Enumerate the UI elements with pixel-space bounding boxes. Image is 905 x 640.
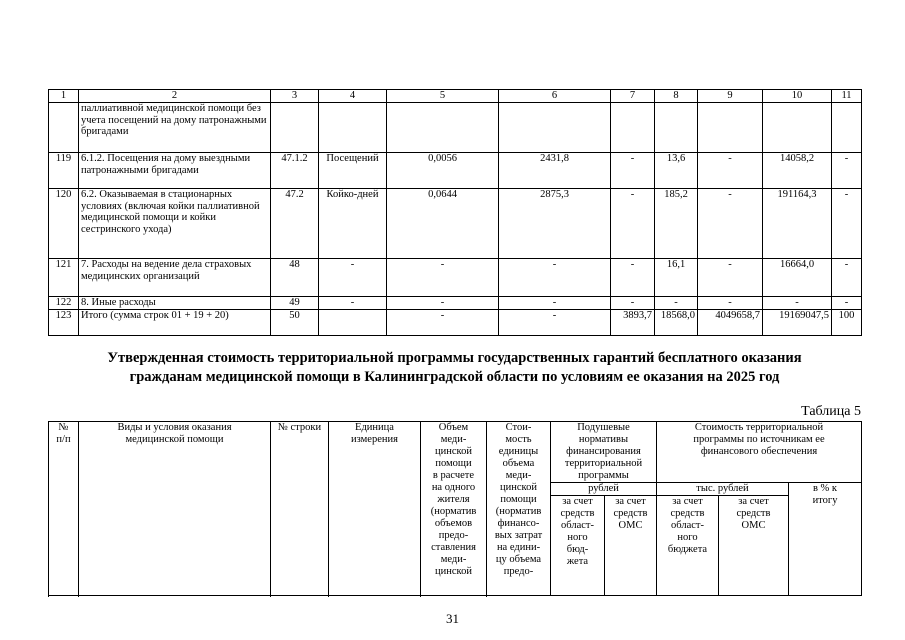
row-line-number: 47.1.2 bbox=[271, 153, 319, 189]
row-norm-budget: 3893,7 bbox=[611, 310, 655, 336]
header-num: № п/п bbox=[49, 422, 79, 596]
header-line: № строки bbox=[271, 422, 329, 596]
row-percent: 100 bbox=[832, 310, 862, 336]
table-row bbox=[49, 153, 862, 189]
column-number: 1 bbox=[49, 90, 79, 103]
row-total-budget bbox=[698, 103, 763, 153]
column-number-row bbox=[49, 90, 862, 103]
row-name: паллиативной медицинской помощи без учета посещений на дому патронажными бригадами bbox=[79, 103, 271, 153]
stoimost-table-continuation bbox=[48, 89, 862, 336]
row-total-budget: - bbox=[698, 153, 763, 189]
row-norm-budget: - bbox=[611, 153, 655, 189]
section-heading-line: гражданам медицинской помощи в Калининградской области по условиям ее оказания на 2025 год bbox=[129, 369, 780, 385]
table-5-header bbox=[48, 421, 862, 596]
row-volume: - bbox=[387, 310, 499, 336]
row-percent: - bbox=[832, 259, 862, 297]
column-number: 6 bbox=[499, 90, 611, 103]
header-total-oms: за счет средств ОМС bbox=[719, 496, 789, 596]
header-volume: Объем меди- цинской помощи в расчете на одного жителя (норматив объемов предо- ставления меди- цинской bbox=[421, 422, 487, 596]
column-number: 2 bbox=[79, 90, 271, 103]
table-row bbox=[49, 259, 862, 297]
row-volume bbox=[387, 103, 499, 153]
row-volume: - bbox=[387, 259, 499, 297]
row-total-oms: - bbox=[763, 297, 832, 310]
column-number: 9 bbox=[698, 90, 763, 103]
header-total-percent: в % к итогу bbox=[789, 483, 862, 596]
section-heading bbox=[48, 349, 861, 387]
row-percent: - bbox=[832, 189, 862, 259]
table-caption: Таблица 5 bbox=[801, 404, 861, 419]
table-row bbox=[49, 189, 862, 259]
row-norm-budget: - bbox=[611, 259, 655, 297]
row-volume: - bbox=[387, 297, 499, 310]
row-name: 6.1.2. Посещения на дому выездными патронажными бригадами bbox=[79, 153, 271, 189]
row-total-oms bbox=[763, 103, 832, 153]
header-group-norm: Подушевые нормативы финансирования территориальной программы bbox=[551, 422, 657, 483]
table-row bbox=[49, 297, 862, 310]
table-row bbox=[49, 103, 862, 153]
row-norm-oms: 185,2 bbox=[655, 189, 698, 259]
row-index: 122 bbox=[49, 297, 79, 310]
row-cost: 2431,8 bbox=[499, 153, 611, 189]
row-unit: Койко-дней bbox=[319, 189, 387, 259]
header-norm-unit: рублей bbox=[551, 483, 657, 496]
row-index: 119 bbox=[49, 153, 79, 189]
row-unit: Посещений bbox=[319, 153, 387, 189]
column-number: 3 bbox=[271, 90, 319, 103]
column-number: 4 bbox=[319, 90, 387, 103]
page-number: 31 bbox=[446, 611, 459, 626]
row-cost: - bbox=[499, 297, 611, 310]
row-name: 8. Иные расходы bbox=[79, 297, 271, 310]
row-norm-oms: 16,1 bbox=[655, 259, 698, 297]
table-row-total bbox=[49, 310, 862, 336]
row-percent bbox=[832, 103, 862, 153]
column-number: 8 bbox=[655, 90, 698, 103]
column-number: 7 bbox=[611, 90, 655, 103]
column-number: 10 bbox=[763, 90, 832, 103]
column-number: 11 bbox=[832, 90, 862, 103]
row-norm-budget: - bbox=[611, 189, 655, 259]
row-total-oms: 16664,0 bbox=[763, 259, 832, 297]
row-index bbox=[49, 103, 79, 153]
row-index: 121 bbox=[49, 259, 79, 297]
row-percent: - bbox=[832, 297, 862, 310]
row-line-number: 48 bbox=[271, 259, 319, 297]
row-name: 6.2. Оказываемая в стационарных условиях (включая койки паллиативной медицинской помощи и койки сестринского ухода) bbox=[79, 189, 271, 259]
row-unit bbox=[319, 310, 387, 336]
row-total-oms: 14058,2 bbox=[763, 153, 832, 189]
column-number: 5 bbox=[387, 90, 499, 103]
row-total-oms: 19169047,5 bbox=[763, 310, 832, 336]
row-index: 120 bbox=[49, 189, 79, 259]
row-unit bbox=[319, 103, 387, 153]
header-total-budget: за счет средств област- ного бюджета bbox=[657, 496, 719, 596]
row-percent: - bbox=[832, 153, 862, 189]
row-cost bbox=[499, 103, 611, 153]
row-name: 7. Расходы на ведение дела страховых медицинских организаций bbox=[79, 259, 271, 297]
row-unit: - bbox=[319, 297, 387, 310]
row-unit: - bbox=[319, 259, 387, 297]
row-total-budget: - bbox=[698, 189, 763, 259]
row-norm-oms bbox=[655, 103, 698, 153]
section-heading-line: Утвержденная стоимость территориальной программы государственных гарантий бесплатного оказания bbox=[107, 350, 802, 366]
header-group-total: Стоимость территориальной программы по источникам ее финансового обеспечения bbox=[657, 422, 862, 483]
row-norm-oms: 13,6 bbox=[655, 153, 698, 189]
row-line-number: 47.2 bbox=[271, 189, 319, 259]
header-norm-oms: за счет средств ОМС bbox=[605, 496, 657, 596]
header-cost: Стои- мость единицы объема меди- цинской помощи (норматив финансо- вых затрат на едини- цу объема предо- bbox=[487, 422, 551, 596]
header-norm-budget: за счет средств област- ного бюд- жета bbox=[551, 496, 605, 596]
row-total-budget: - bbox=[698, 259, 763, 297]
row-norm-budget bbox=[611, 103, 655, 153]
row-cost: - bbox=[499, 259, 611, 297]
row-cost: 2875,3 bbox=[499, 189, 611, 259]
row-volume: 0,0644 bbox=[387, 189, 499, 259]
row-norm-oms: - bbox=[655, 297, 698, 310]
row-name: Итого (сумма строк 01 + 19 + 20) bbox=[79, 310, 271, 336]
header-total-unit: тыс. рублей bbox=[657, 483, 789, 496]
row-norm-oms: 18568,0 bbox=[655, 310, 698, 336]
row-total-oms: 191164,3 bbox=[763, 189, 832, 259]
row-volume: 0,0056 bbox=[387, 153, 499, 189]
row-total-budget: - bbox=[698, 297, 763, 310]
header-name: Виды и условия оказания медицинской помощи bbox=[79, 422, 271, 596]
row-total-budget: 4049658,7 bbox=[698, 310, 763, 336]
row-line-number bbox=[271, 103, 319, 153]
row-line-number: 49 bbox=[271, 297, 319, 310]
row-cost: - bbox=[499, 310, 611, 336]
row-norm-budget: - bbox=[611, 297, 655, 310]
header-unit: Единица измерения bbox=[329, 422, 421, 596]
row-index: 123 bbox=[49, 310, 79, 336]
row-line-number: 50 bbox=[271, 310, 319, 336]
